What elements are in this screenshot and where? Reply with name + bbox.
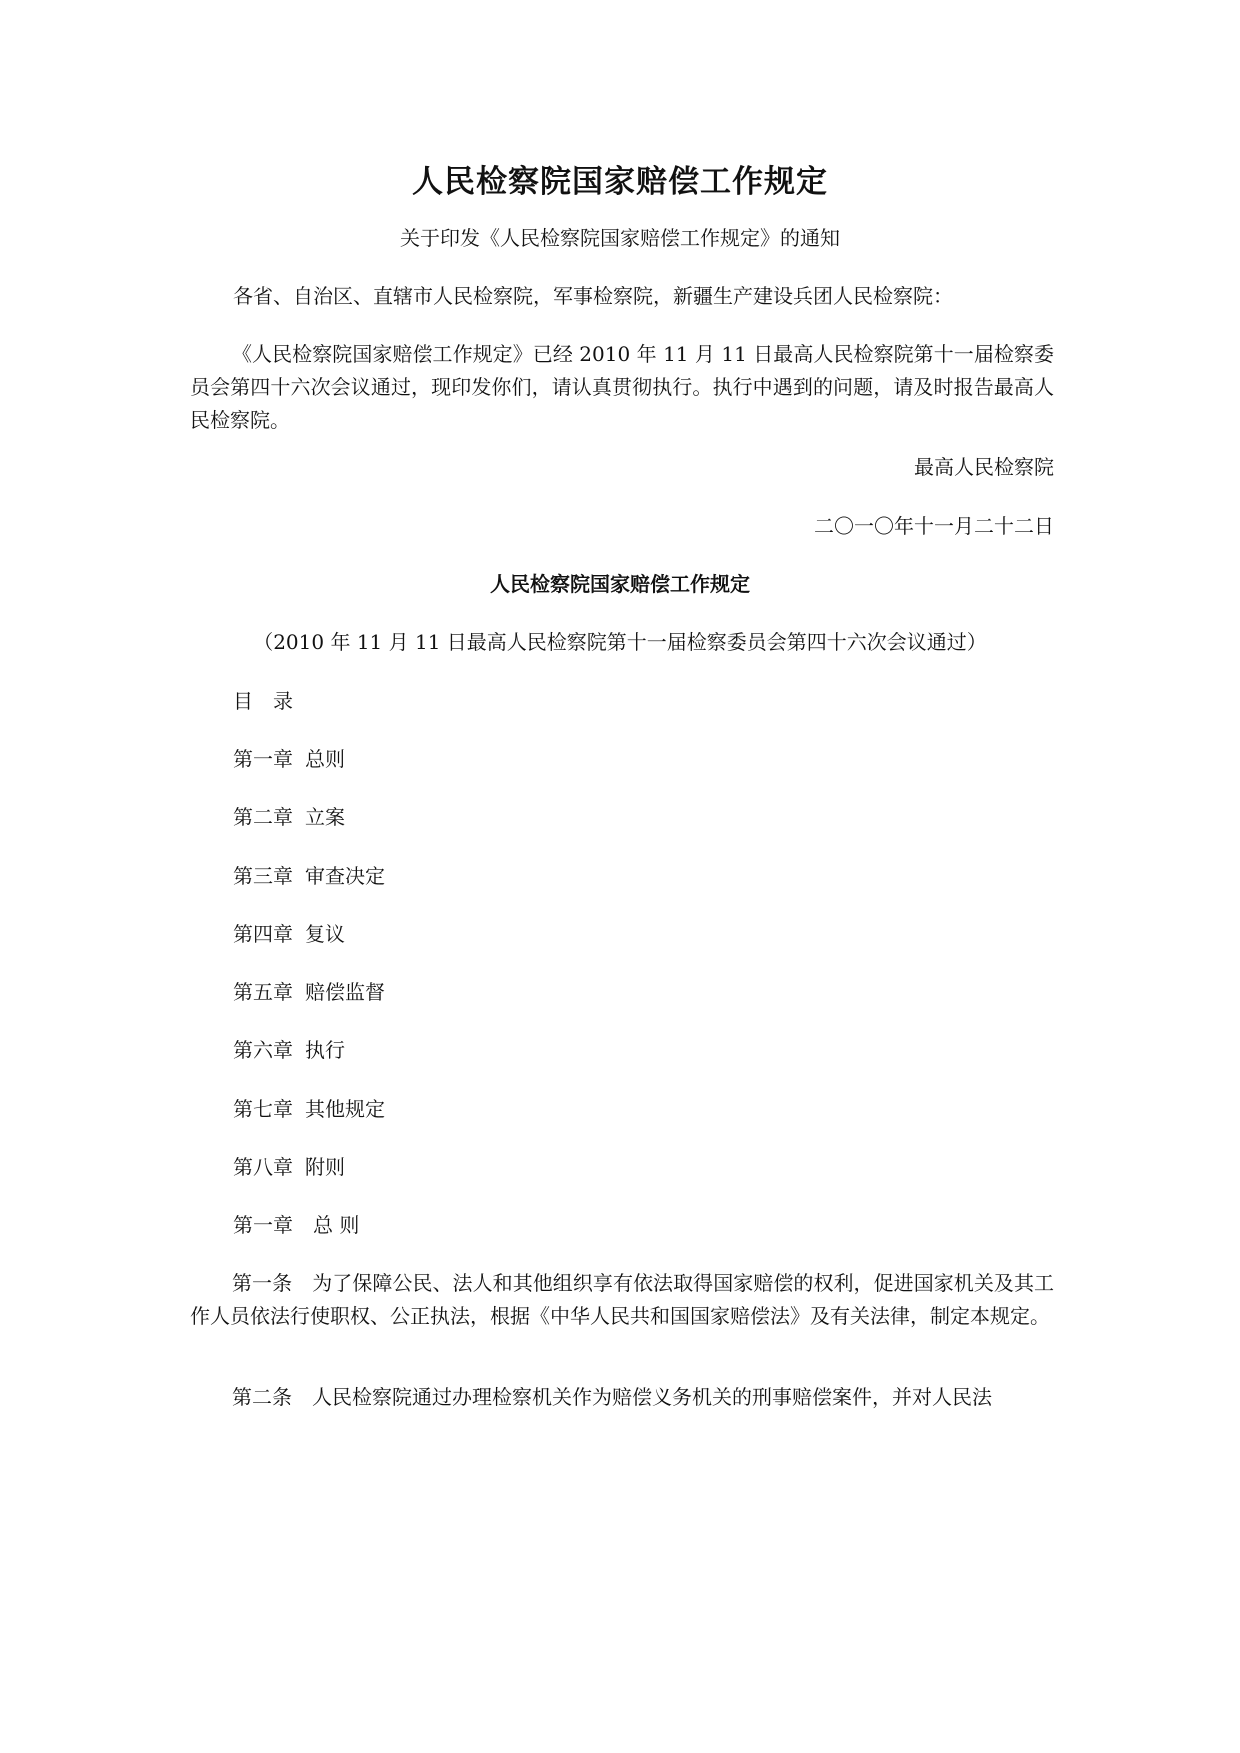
addressees: 各省、自治区、直辖市人民检察院，军事检察院，新疆生产建设兵团人民检察院： — [233, 284, 953, 308]
toc-chapter-name: 其他规定 — [305, 1097, 385, 1121]
notice-title: 关于印发《人民检察院国家赔偿工作规定》的通知 — [400, 226, 840, 250]
toc-item — [233, 976, 385, 1008]
toc-chapter-number: 第七章 — [233, 1097, 293, 1121]
toc-chapter-number: 第四章 — [233, 922, 293, 946]
notice-body: 《人民检察院国家赔偿工作规定》已经 2010 年 11 月 11 日最高人民检察院第十一届检察委员会第四十六次会议通过，现印发你们，请认真贯彻执行。执行中遇到的问题，请及时报告最高人民检察院。 — [190, 342, 1054, 432]
document-title: 人民检察院国家赔偿工作规定 — [412, 164, 828, 200]
toc-chapter-number: 第六章 — [233, 1038, 293, 1062]
adoption-note: （2010 年 11 月 11 日最高人民检察院第十一届检察委员会第四十六次会议通过） — [253, 630, 987, 654]
toc-heading: 目 录 — [233, 689, 293, 713]
toc-item — [233, 801, 345, 833]
toc-item — [233, 1034, 345, 1066]
toc-chapter-name: 总则 — [305, 747, 345, 771]
regulation-title: 人民检察院国家赔偿工作规定 — [490, 572, 750, 596]
toc-item — [233, 860, 385, 892]
toc-chapter-name: 审查决定 — [305, 864, 385, 888]
toc-chapter-number: 第八章 — [233, 1155, 293, 1179]
toc-chapter-name: 附则 — [305, 1155, 345, 1179]
issue-date: 二〇一〇年十一月二十二日 — [814, 514, 1054, 538]
toc-chapter-name: 执行 — [305, 1038, 345, 1062]
toc-chapter-name: 复议 — [305, 922, 345, 946]
issuer: 最高人民检察院 — [914, 455, 1054, 479]
toc-item — [233, 1093, 385, 1125]
toc-item — [233, 743, 345, 775]
toc-chapter-number: 第三章 — [233, 864, 293, 888]
toc-chapter-name: 赔偿监督 — [305, 980, 385, 1004]
toc-item — [233, 1151, 345, 1183]
toc-chapter-name: 立案 — [305, 805, 345, 829]
toc-chapter-number: 第一章 — [233, 747, 293, 771]
chapter-heading: 第一章 总 则 — [233, 1213, 360, 1237]
toc-item — [233, 918, 345, 950]
toc-chapter-number: 第五章 — [233, 980, 293, 1004]
article-2: 第二条 人民检察院通过办理检察机关作为赔偿义务机关的刑事赔偿案件，并对人民法 — [232, 1385, 992, 1409]
article-1: 第一条 为了保障公民、法人和其他组织享有依法取得国家赔偿的权利，促进国家机关及其工作人员依法行使职权、公正执法，根据《中华人民共和国国家赔偿法》及有关法律，制定本规定。 — [190, 1271, 1054, 1328]
toc-chapter-number: 第二章 — [233, 805, 293, 829]
